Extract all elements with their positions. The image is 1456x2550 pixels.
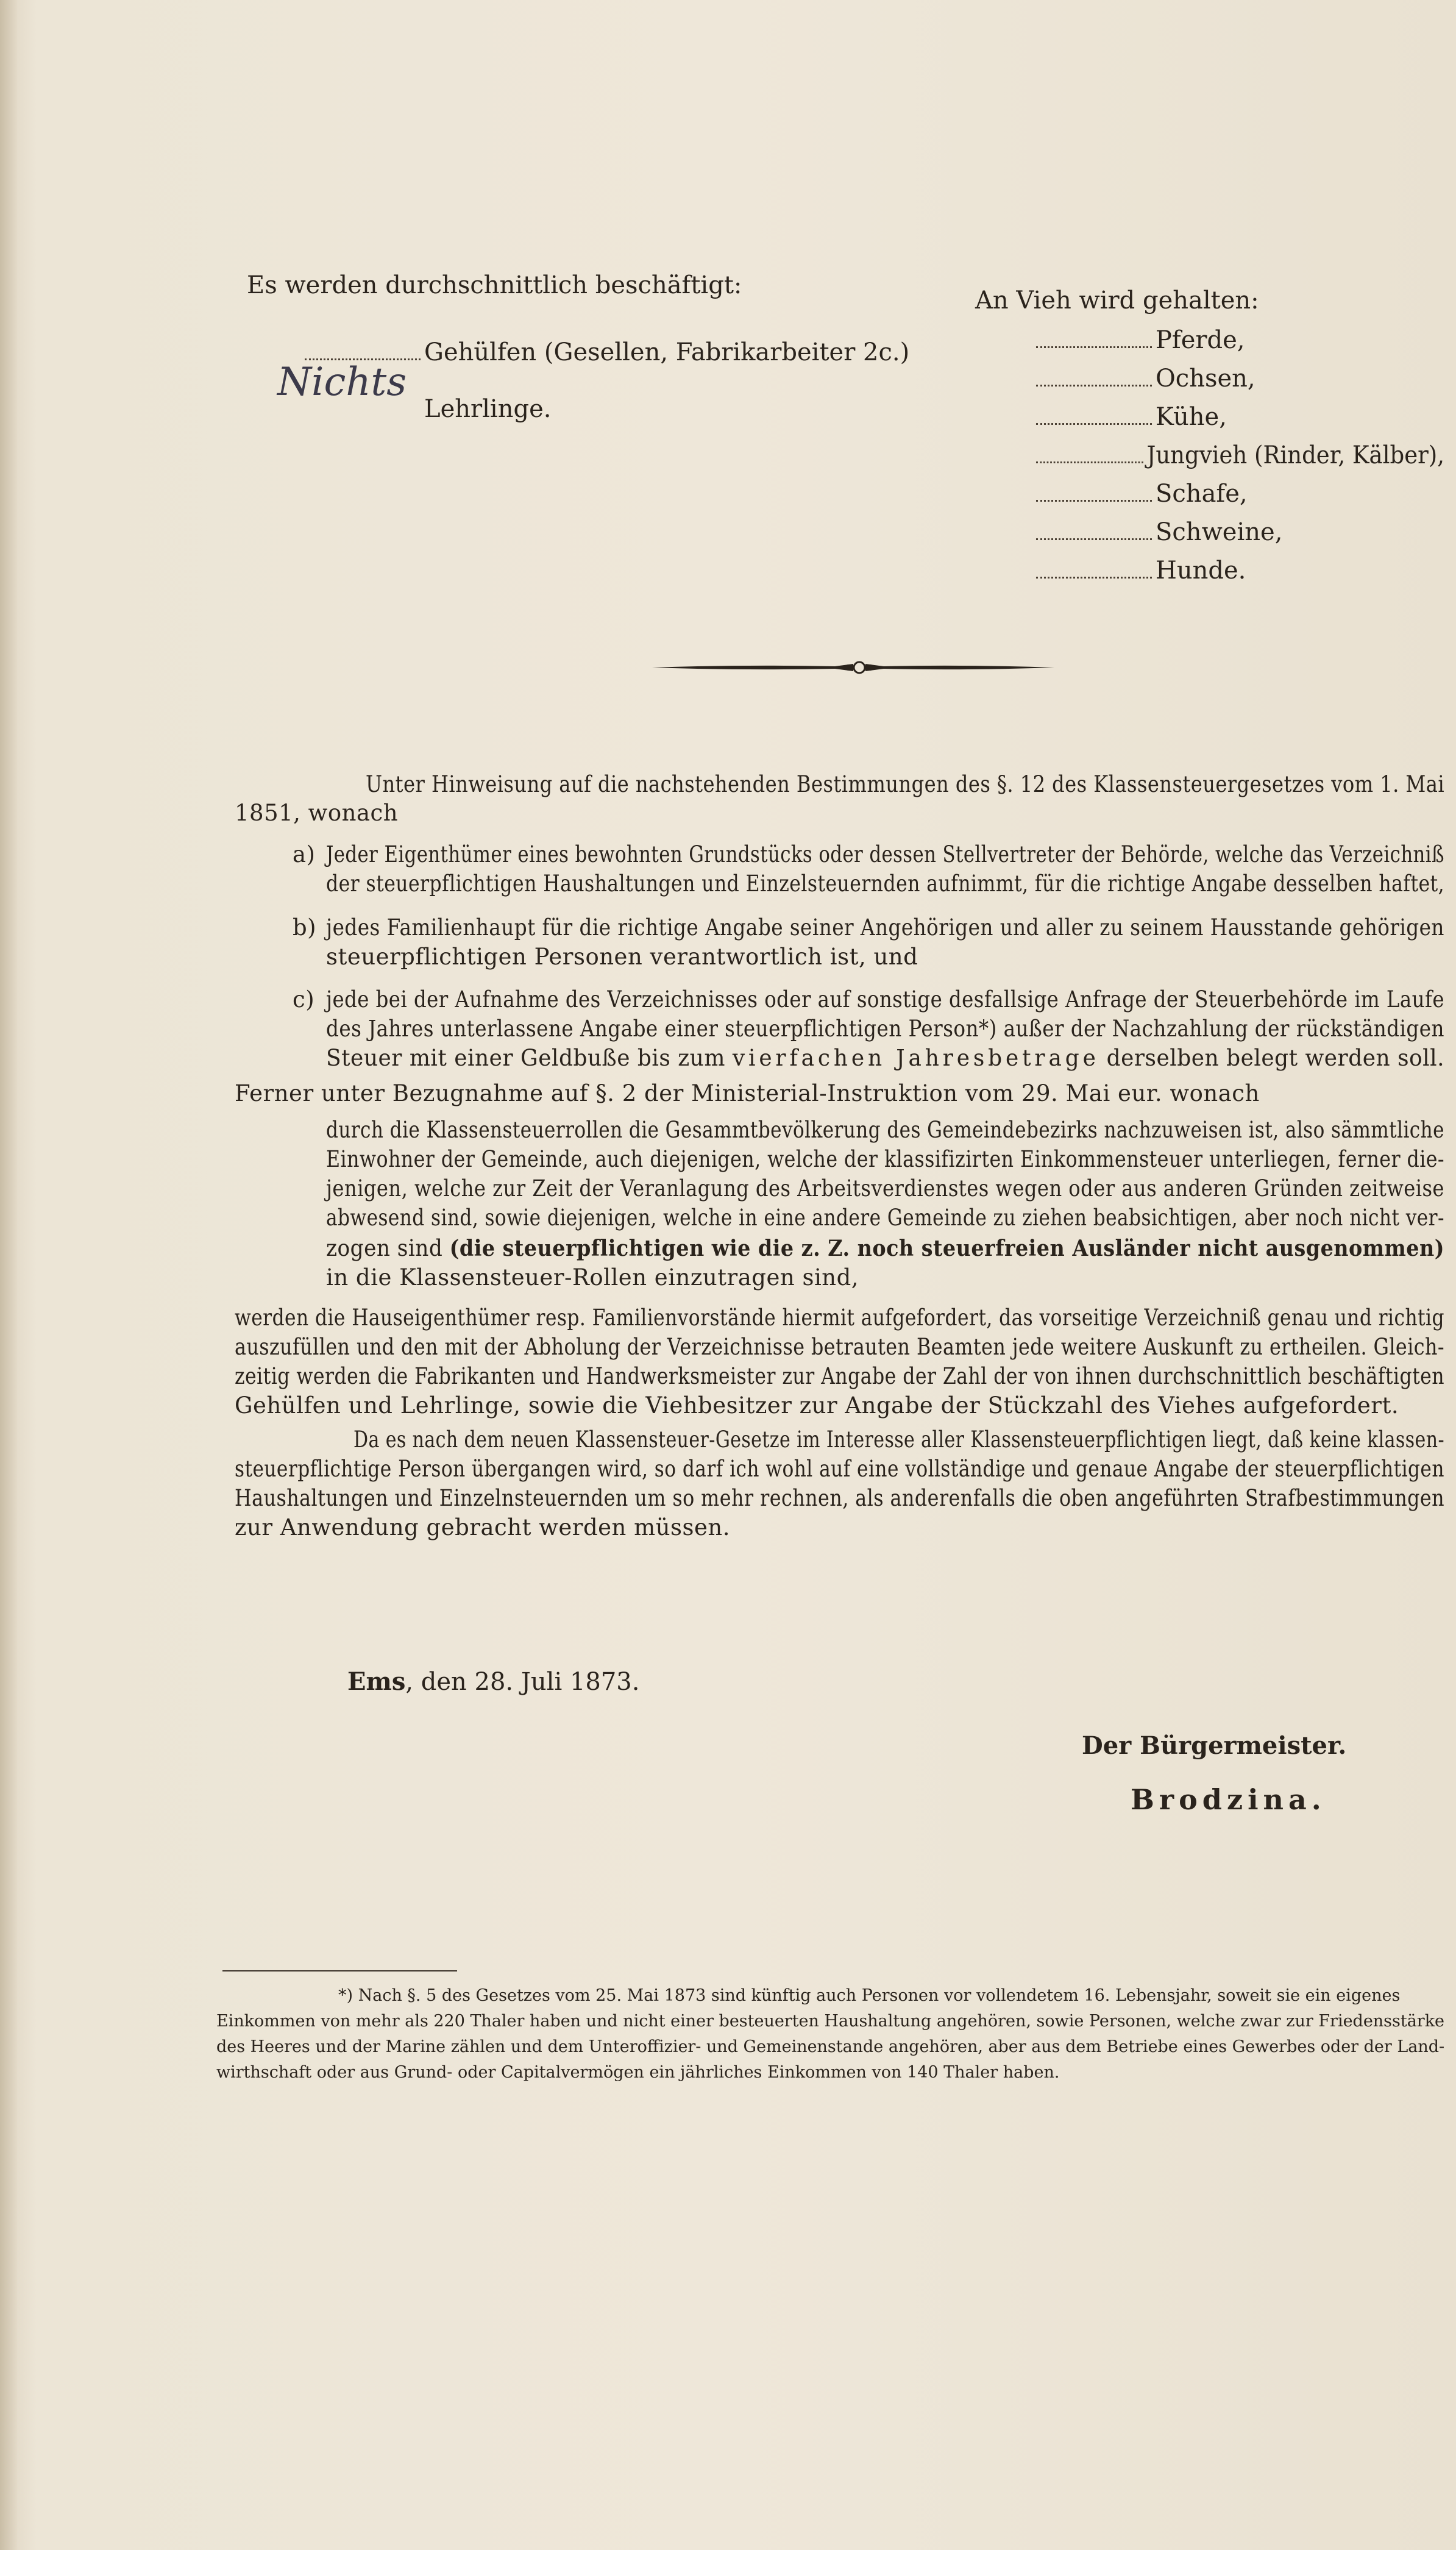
item-c-line-1: jede bei der Aufnahme des Verzeichnisses oder auf sonstige desfallsige Anfrage der Steuerbehörde im Laufe	[326, 986, 1444, 1013]
mayor-name: Brodzina.	[1131, 1783, 1326, 1816]
paragraph-2-line-2: steuerpflichtige Person übergangen wird, so darf ich wohl auf eine vollständige und genaue Angabe der steuerpflichtigen	[235, 1456, 1444, 1482]
employment-label-assistants: Gehülfen (Gesellen, Fabrikarbeiter 2c.)	[424, 338, 910, 366]
paragraph-1-line-2: auszufüllen und den mit der Abholung der Verzeichnisse betrauten Beamten jede weitere Auskunft zu ertheilen. Gleich-	[235, 1334, 1445, 1360]
place-name: Ems	[347, 1667, 406, 1696]
footnote-line-2: Einkommen von mehr als 220 Thaler haben und nicht einer besteuerten Haushaltung angehören, sowie Personen, welche zwar zur Friedensstärke	[216, 2012, 1445, 2031]
item-c-marker: c)	[293, 986, 315, 1013]
instruction-line-4: abwesend sind, sowie diejenigen, welche in eine andere Gemeinde zu ziehen beabsichtigen, aber noch nicht ver-	[326, 1205, 1444, 1231]
livestock-row-oxen	[1036, 365, 1255, 393]
employment-label-apprentices: Lehrlinge.	[424, 395, 552, 423]
ferner-line: Ferner unter Bezugnahme auf §. 2 der Ministerial-Instruktion vom 29. Mai eur. wonach	[235, 1080, 1260, 1106]
intro-line-2: 1851, wonach	[235, 800, 399, 826]
paragraph-2-line-4: zur Anwendung gebracht werden müssen.	[235, 1514, 731, 1540]
instruction-line-2: Einwohner der Gemeinde, auch diejenigen, welche der klassifizirten Einkommensteuer unterliegen, ferner die-	[326, 1146, 1445, 1172]
paragraph-1-line-3: zeitig werden die Fabrikanten und Handwerksmeister zur Angabe der Zahl der von ihnen durchschnittlich beschäftigten	[235, 1363, 1445, 1389]
item-a-line-1: Jeder Eigenthümer eines bewohnten Grundstücks oder dessen Stellvertreter der Behörde, welche das Verzeichniß	[326, 841, 1445, 867]
livestock-heading: An Vieh wird gehalten:	[975, 287, 1259, 315]
instruction-line-6: in die Klassensteuer-Rollen einzutragen sind,	[326, 1264, 859, 1291]
mayor-title: Der Bürgermeister.	[1082, 1731, 1347, 1760]
page-binding-edge	[0, 0, 17, 2550]
livestock-label-horses: Pferde,	[1156, 326, 1245, 354]
livestock-label-youngstock: Jungvieh (Rinder, Kälber),	[1146, 441, 1445, 469]
employment-row-apprentices	[305, 395, 551, 423]
livestock-row-horses	[1036, 326, 1245, 354]
item-a-marker: a)	[293, 841, 316, 867]
paragraph-2-line-3: Haushaltungen und Einzelnsteuernden um so mehr rechnen, als anderenfalls die oben angeführten Strafbestimmungen	[235, 1485, 1445, 1511]
item-c-line-3: Steuer mit einer Geldbuße bis zum vierfachen Jahresbetrage derselben belegt werden soll.	[326, 1045, 1445, 1071]
livestock-row-dogs	[1036, 557, 1246, 585]
item-b-line-2: steuerpflichtigen Personen verantwortlich ist, und	[326, 944, 918, 970]
livestock-row-sheep	[1036, 480, 1248, 508]
handwritten-entry-apprentices: Nichts	[277, 360, 407, 405]
livestock-row-pigs	[1036, 518, 1282, 546]
footnote-line-4: wirthschaft oder aus Grund- oder Capitalvermögen ein jährliches Einkommen von 140 Thaler haben.	[216, 2063, 1060, 2082]
ornamental-divider	[652, 655, 1054, 680]
date-text: , den 28. Juli 1873.	[405, 1668, 640, 1696]
footnote-line-3: des Heeres und der Marine zählen und dem Unteroffizier- und Gemeinenstande angehören, aber aus dem Betriebe eines Gewerbes oder der Land-	[216, 2037, 1445, 2056]
livestock-label-sheep: Schafe,	[1156, 480, 1248, 508]
livestock-label-pigs: Schweine,	[1156, 518, 1283, 546]
employment-heading: Es werden durchschnittlich beschäftigt:	[247, 271, 742, 299]
livestock-label-dogs: Hunde.	[1156, 557, 1246, 585]
item-c-line-2: des Jahres unterlassene Angabe einer steuerpflichtigen Person*) außer der Nachzahlung der rückständigen	[326, 1016, 1444, 1042]
intro-line-1: Unter Hinweisung auf die nachstehenden Bestimmungen des §. 12 des Klassensteuergesetzes vom 1. Mai	[366, 771, 1445, 797]
livestock-label-cows: Kühe,	[1156, 403, 1227, 431]
instruction-line-3: jenigen, welche zur Zeit der Veranlagung des Arbeitsverdienstes wegen oder aus anderen Gründen zeitweise	[326, 1175, 1444, 1202]
bold-exception-note: (die steuerpflichtigen wie die z. Z. noch steuerfreien Ausländer nicht ausgenommen)	[449, 1236, 1445, 1261]
place-and-date	[347, 1667, 639, 1696]
emphasis-spaced-text: vierfachen Jahresbetrage	[732, 1045, 1099, 1071]
paragraph-1-line-1: werden die Hauseigenthümer resp. Familienvorstände hiermit aufgefordert, das vorseitige Verzeichniß genau und richtig	[235, 1305, 1444, 1331]
paragraph-1-line-4: Gehülfen und Lehrlinge, sowie die Viehbesitzer zur Angabe der Stückzahl des Viehes aufgefordert.	[235, 1392, 1399, 1419]
livestock-row-cows	[1036, 403, 1227, 431]
footnote-rule	[222, 1970, 457, 1971]
instruction-line-5: zogen sind (die steuerpflichtigen wie die z. Z. noch steuerfreien Ausländer nicht ausgenommen)	[326, 1235, 1445, 1261]
footnote-line-1: *) Nach §. 5 des Gesetzes vom 25. Mai 1873 sind künftig auch Personen vor vollendetem 16. Lebensjahr, soweit sie ein eigenes	[338, 1986, 1401, 2005]
instruction-line-1: durch die Klassensteuerrollen die Gesammtbevölkerung des Gemeindebezirks nachzuweisen ist, also sämmtliche	[326, 1117, 1444, 1143]
item-b-line-1: jedes Familienhaupt für die richtige Angabe seiner Angehörigen und aller zu seinem Hausstande gehörigen	[326, 914, 1444, 941]
livestock-row-youngstock	[1036, 441, 1444, 469]
livestock-label-oxen: Ochsen,	[1156, 365, 1255, 393]
item-a-line-2: der steuerpflichtigen Haushaltungen und Einzelsteuernden aufnimmt, für die richtige Angabe desselben haftet,	[326, 871, 1445, 897]
paragraph-2-line-1: Da es nach dem neuen Klassensteuer-Gesetze im Interesse aller Klassensteuerpflichtigen liegt, daß keine klassen-	[353, 1426, 1444, 1453]
item-b-marker: b)	[293, 914, 317, 941]
